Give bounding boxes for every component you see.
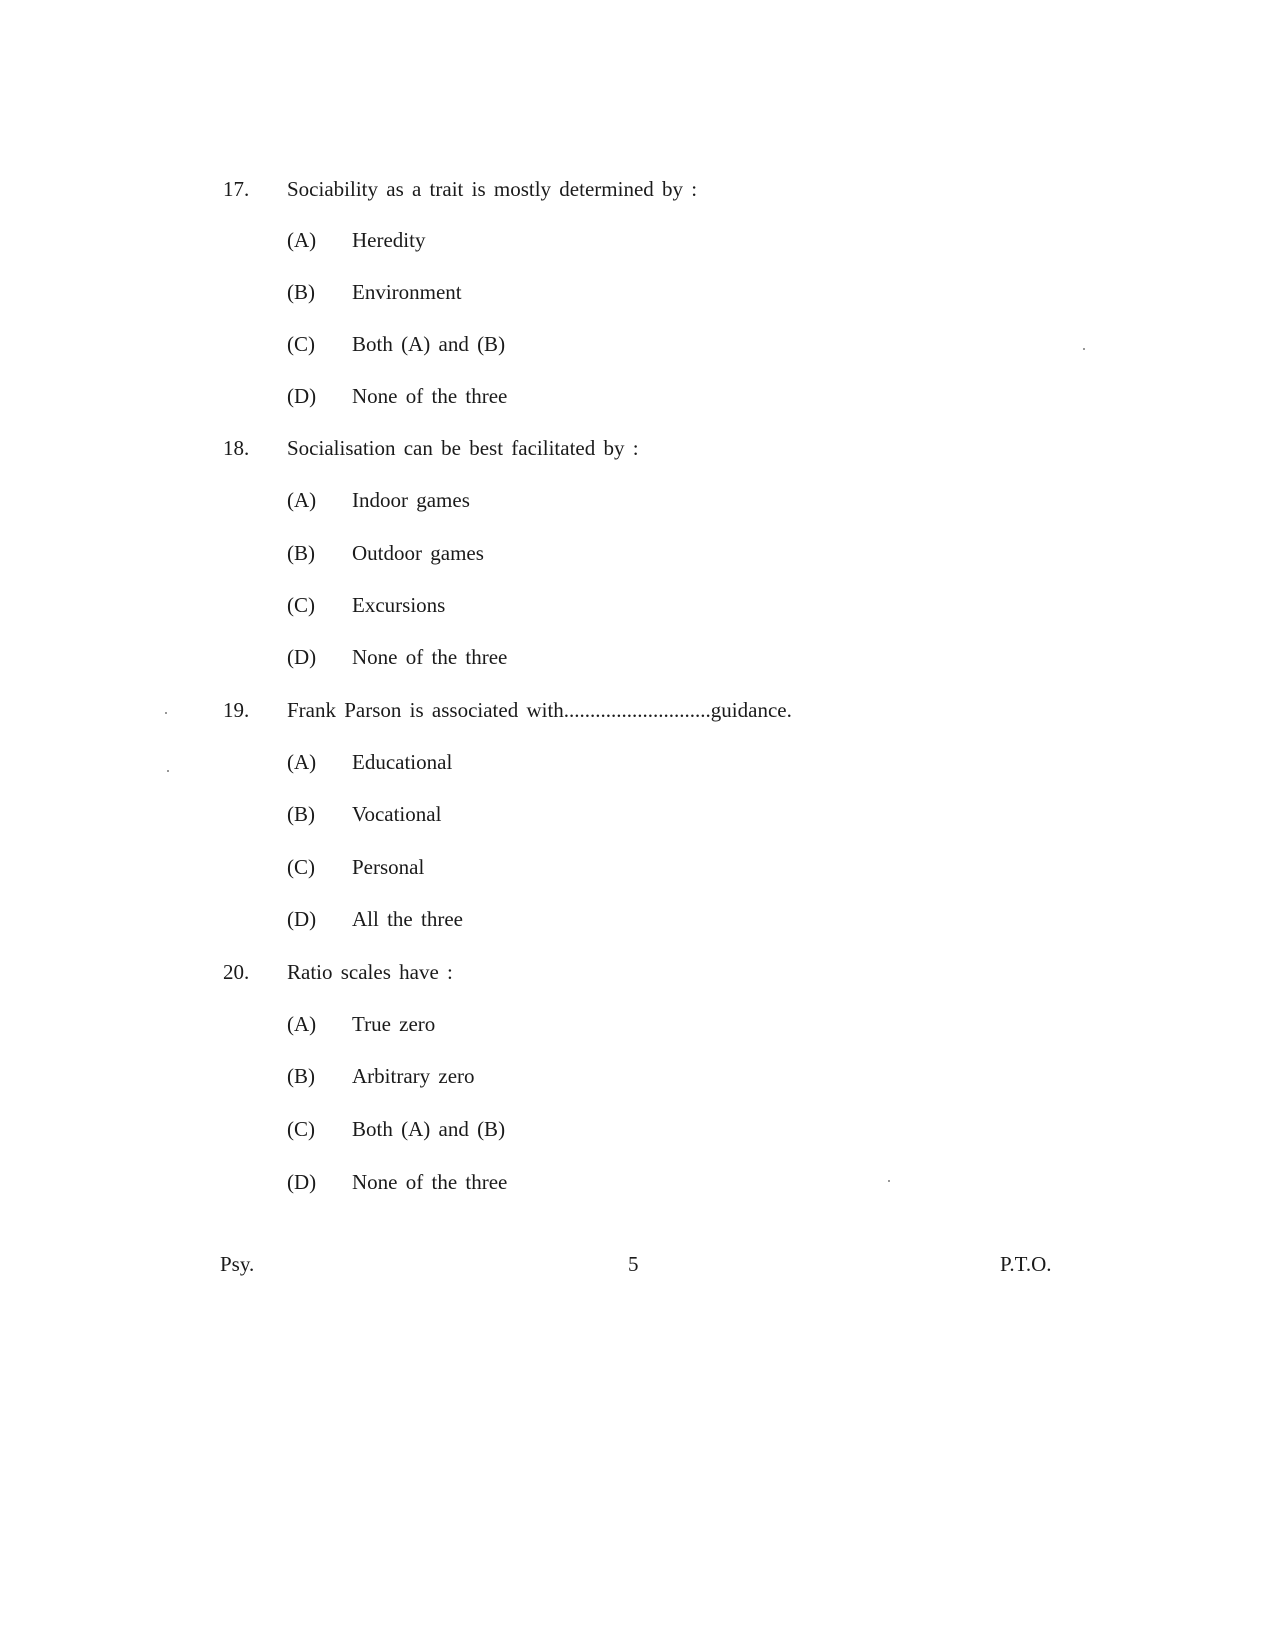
option-20-d [0,1168,1275,1198]
option-text: All the three [352,907,463,931]
scan-speck [167,770,169,772]
option-text: Outdoor games [352,541,484,565]
question-number: 17. [223,177,250,201]
option-18-a [0,486,1275,516]
option-17-b [0,278,1275,308]
option-17-a [0,226,1275,256]
option-19-c [0,853,1275,883]
question-number: 18. [223,436,250,460]
option-text: True zero [352,1012,436,1036]
option-letter: (D) [287,907,317,931]
option-letter: (D) [287,1170,317,1194]
option-text: Both (A) and (B) [352,1117,506,1141]
question-text: Frank Parson is associated with............................guidance. [287,698,792,722]
option-18-b [0,539,1275,569]
option-text: Both (A) and (B) [352,332,506,356]
question-text: Ratio scales have : [287,960,453,984]
option-letter: (B) [287,802,315,826]
option-letter: (A) [287,1012,317,1036]
footer-subject: Psy. [220,1252,255,1276]
option-text: Excursions [352,593,446,617]
question-text: Socialisation can be best facilitated by : [287,436,639,460]
option-text: Personal [352,855,425,879]
option-letter: (C) [287,855,315,879]
option-letter: (B) [287,541,315,565]
footer-page-number: 5 [628,1252,639,1276]
question-number: 20. [223,960,250,984]
question-text: Sociability as a trait is mostly determined by : [287,177,698,201]
question-17 [0,175,1275,215]
option-letter: (C) [287,593,315,617]
option-20-a [0,1010,1275,1040]
option-text: None of the three [352,645,508,669]
option-text: Environment [352,280,462,304]
option-letter: (D) [287,384,317,408]
option-letter: (C) [287,332,315,356]
option-letter: (A) [287,750,317,774]
option-20-c [0,1115,1275,1145]
footer-pto: P.T.O. [1000,1252,1052,1276]
option-text: Indoor games [352,488,470,512]
option-letter: (D) [287,645,317,669]
option-18-c [0,591,1275,621]
option-letter: (B) [287,1064,315,1088]
scan-speck [165,712,167,714]
option-19-b [0,800,1275,830]
question-number: 19. [223,698,250,722]
option-text: None of the three [352,384,508,408]
option-text: Arbitrary zero [352,1064,475,1088]
scan-speck [888,1180,890,1182]
option-20-b [0,1062,1275,1092]
option-text: Educational [352,750,453,774]
question-19 [0,696,1275,736]
option-text: Vocational [352,802,442,826]
option-17-c [0,330,1275,360]
option-text: None of the three [352,1170,508,1194]
option-letter: (A) [287,488,317,512]
question-20 [0,958,1275,998]
option-19-a [0,748,1275,778]
option-letter: (C) [287,1117,315,1141]
option-letter: (B) [287,280,315,304]
question-18 [0,434,1275,474]
option-text: Heredity [352,228,426,252]
option-19-d [0,905,1275,935]
option-17-d [0,382,1275,412]
option-letter: (A) [287,228,317,252]
option-18-d [0,643,1275,673]
scan-speck [1083,348,1085,350]
